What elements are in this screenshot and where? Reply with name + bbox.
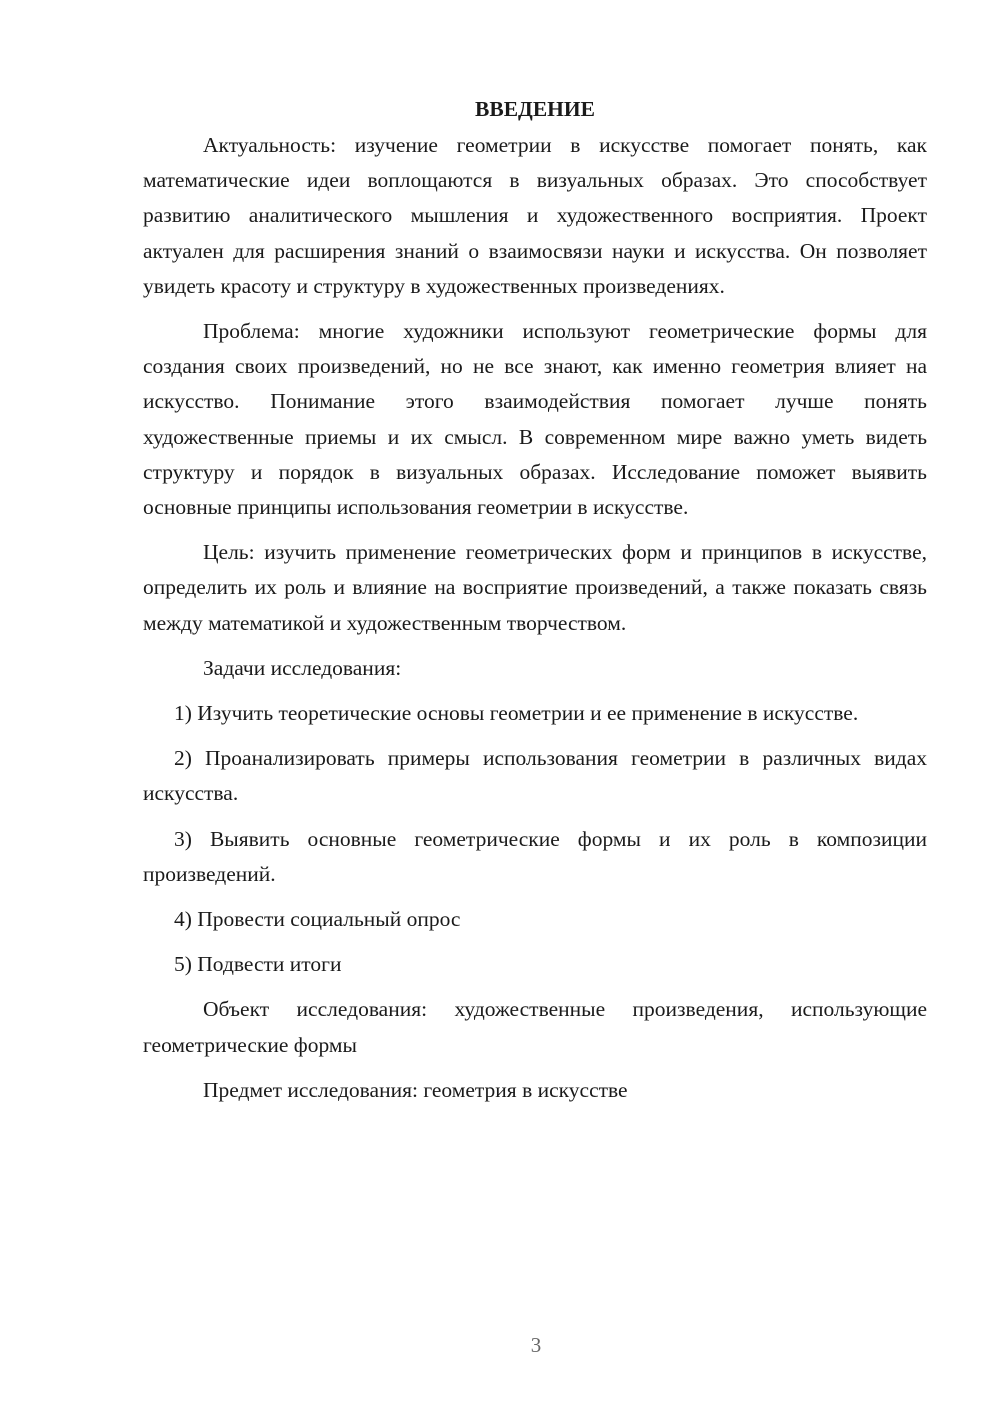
task-item-5: 5) Подвести итоги (174, 952, 342, 977)
task-item-2: 2) Проанализировать примеры использования геометрии в различных видах искусства. (143, 746, 927, 806)
tasks-heading: Задачи исследования: (203, 655, 402, 680)
page-number: 3 (530, 1333, 542, 1357)
task-item-1: 1) Изучить теоретические основы геометрии и ее применение в искусстве. (174, 701, 859, 726)
task-item-4: 4) Провести социальный опрос (174, 907, 461, 932)
subject-paragraph: Предмет исследования: геометрия в искусстве (203, 1077, 628, 1102)
relevance-paragraph: Актуальность: изучение геометрии в искусстве помогает понять, как математические идеи воплощаются в визуальных образах. Это способствует развитию аналитического мышления и художественного восприятия. Проект актуален для расширения знаний о взаимосвязи науки и искусства. Он позволяет увидеть красоту и структуру в художественных произведениях. (143, 133, 927, 298)
task-item-3: 3) Выявить основные геометрические формы и их роль в композиции произведений. (143, 826, 927, 886)
document-page (143, 92, 927, 1118)
page-title: ВВЕДЕНИЕ (475, 97, 595, 121)
problem-paragraph: Проблема: многие художники используют геометрические формы для создания своих произведений, но не все знают, как именно геометрия влияет на искусство. Понимание этого взаимодействия помогает лучше понять художественные приемы и их смысл. В современном мире важно уметь видеть структуру и порядок в визуальных образах. Исследование поможет выявить основные принципы использования геометрии в искусстве. (143, 319, 927, 520)
object-paragraph: Объект исследования: художественные произведения, использующие геометрические формы (143, 997, 927, 1057)
goal-paragraph: Цель: изучить применение геометрических форм и принципов в искусстве, определить их роль и влияние на восприятие произведений, а также показать связь между математикой и художественным творчеством. (143, 540, 927, 635)
